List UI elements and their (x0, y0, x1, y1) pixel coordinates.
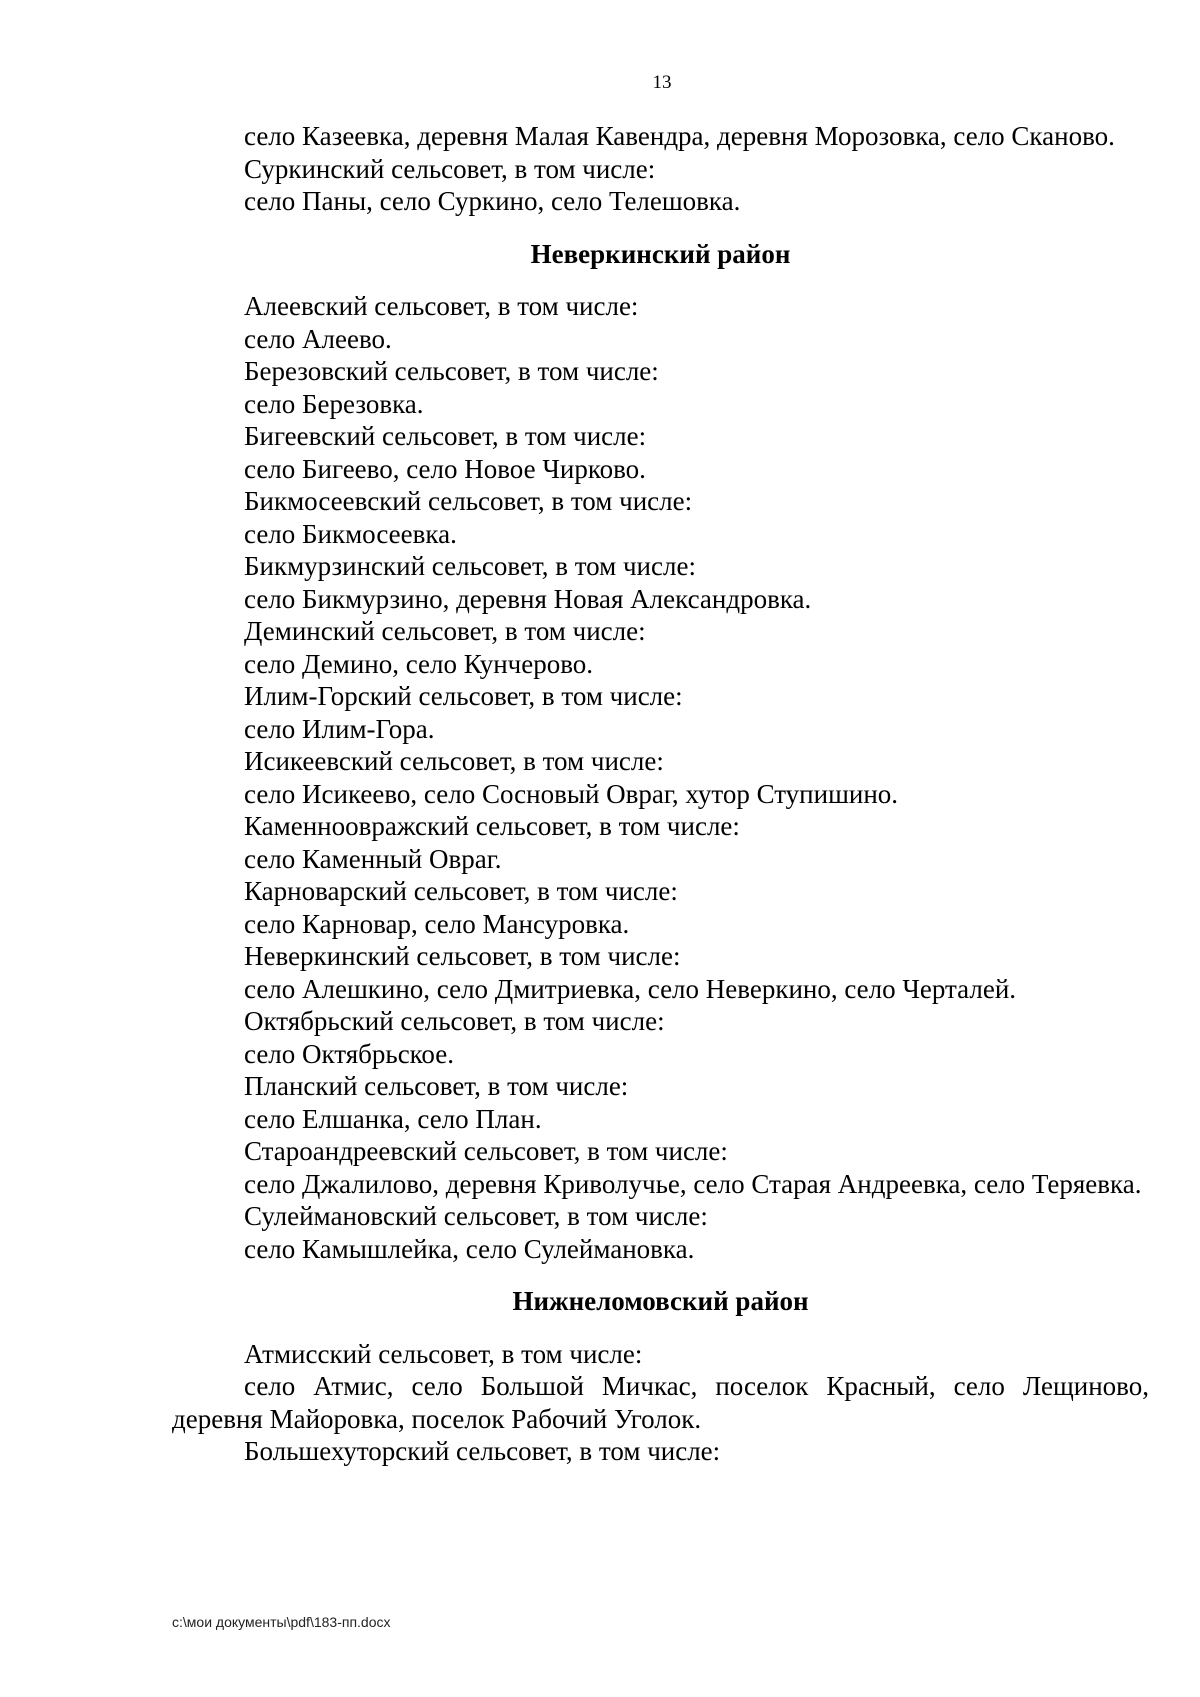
selsovet-name: Октябрьский сельсовет, в том числе: (244, 1006, 665, 1036)
settlement-list: село Исикеево, село Сосновый Овраг, хутор Ступишино. (244, 778, 899, 809)
settlement-list: село Октябрьское. (244, 1038, 454, 1069)
settlement-list: село Джалилово, деревня Криволучье, село Старая Андреевка, село Теряевка. (244, 1168, 1142, 1199)
selsovet-name: Алеевский сельсовет, в том числе: (244, 291, 639, 321)
settlement-list: село Бикмосеевка. (244, 518, 457, 549)
settlement-list: село Атмис, село Большой Мичкас, поселок Красный, село Лещиново, деревня Майоровка, поселок Рабочий Уголок. (172, 1371, 1149, 1434)
settlement-list: село Казеевка, деревня Малая Кавендра, деревня Морозовка, село Сканово. (244, 121, 1115, 151)
settlement-list: село Паны, село Суркино, село Телешовка. (244, 186, 741, 216)
selsovet-name: Бикмосеевский сельсовет, в том числе: (244, 486, 693, 516)
settlement-list: село Илим-Гора. (244, 713, 435, 744)
selsovet-name: Планский сельсовет, в том числе: (244, 1071, 629, 1101)
selsovet-name: Неверкинский сельсовет, в том числе: (244, 941, 681, 971)
settlement-list: село Алеево. (244, 323, 392, 354)
district-heading: Неверкинский район (530, 238, 791, 269)
selsovet-name: Бикмурзинский сельсовет, в том числе: (244, 551, 696, 581)
district-heading: Нижнеломовский район (512, 1286, 809, 1316)
selsovet-name: Большехуторский сельсовет, в том числе: (244, 1436, 721, 1466)
selsovet-name: Илим-Горский сельсовет, в том числе: (244, 681, 683, 711)
selsovet-name: Атмисский сельсовет, в том числе: (244, 1338, 643, 1369)
settlement-list: село Каменный Овраг. (244, 843, 502, 874)
settlement-list: село Камышлейка, село Сулеймановка. (244, 1233, 695, 1264)
settlement-list: село Елшанка, село План. (244, 1103, 542, 1134)
selsovet-name: Староандреевский сельсовет, в том числе: (244, 1136, 728, 1166)
selsovet-name: Березовский сельсовет, в том числе: (244, 356, 659, 386)
settlement-list: село Бигеево, село Новое Чирково. (244, 453, 646, 484)
settlement-list: село Демино, село Кунчерово. (244, 648, 594, 679)
settlement-list: село Бикмурзино, деревня Новая Александровка. (244, 583, 812, 614)
settlement-list: село Карновар, село Мансуровка. (244, 908, 630, 939)
document-body (172, 120, 1149, 1468)
selsovet-name: Каменноовражский сельсовет, в том числе: (244, 811, 740, 841)
selsovet-name: Деминский сельсовет, в том числе: (244, 616, 646, 646)
selsovet-name: Суркинский сельсовет, в том числе: (244, 153, 656, 184)
selsovet-name: Карноварский сельсовет, в том числе: (244, 876, 678, 906)
selsovet-name: Исикеевский сельсовет, в том числе: (244, 746, 664, 776)
selsovet-name: Сулеймановский сельсовет, в том числе: (244, 1201, 708, 1231)
settlement-list: село Березовка. (244, 388, 424, 419)
settlement-list: село Алешкино, село Дмитриевка, село Неверкино, село Черталей. (244, 973, 1017, 1004)
selsovet-name: Бигеевский сельсовет, в том числе: (244, 421, 647, 451)
page-number: 13 (652, 72, 672, 93)
footer-file-path: c:\мои документы\pdf\183-пп.docx (172, 1614, 391, 1630)
